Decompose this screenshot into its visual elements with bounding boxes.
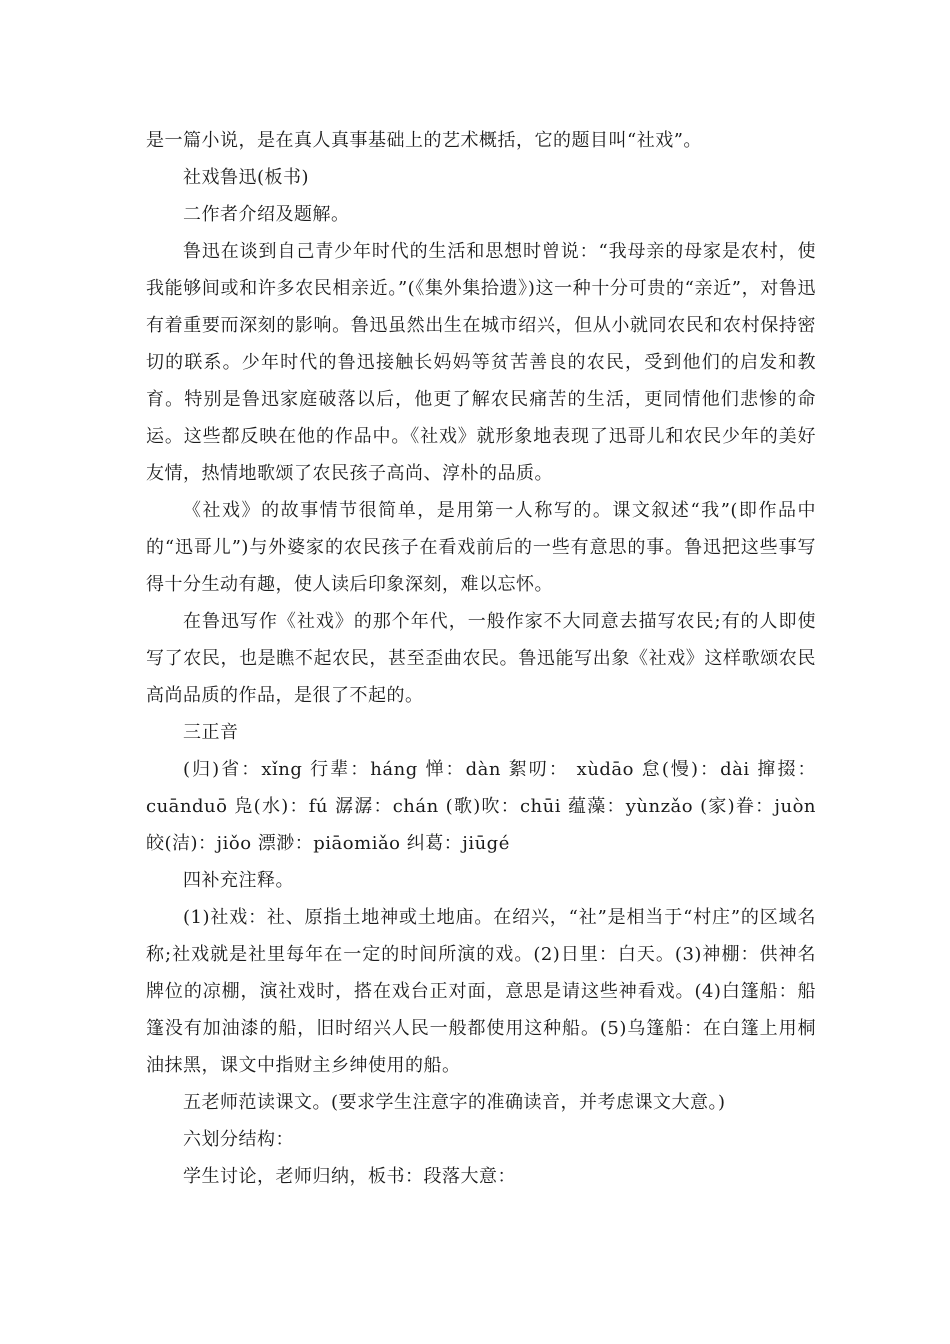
pronunciation-paragraph: (归)省：xǐng 行辈：háng 惮：dàn 絮叨： xùdāo 怠(慢)：dài 撺掇：cuānduō 凫(水)：fú 潺潺：chán (歌)吹：chūi 蕴藻：yùnzǎo (家)眷：juòn 皎(洁)：jiǒo 漂渺：piāomiǎo 纠葛：jiūgé <box>146 759 816 854</box>
annotation-paragraph: (1)社戏：社、原指土地神或土地庙。在绍兴，“社”是相当于“村庄”的区域名称;社戏就是社里每年在一定的时间所演的戏。(2)日里：白天。(3)神棚：供神名牌位的凉棚，演社戏时，搭在戏台正对面，意思是请这些神看戏。(4)白篷船：船篷没有加油漆的船，旧时绍兴人民一般都使用这种船。(5)乌篷船：在白篷上用桐油抹黑，课文中指财主乡绅使用的船。 <box>146 907 816 1076</box>
paragraph: 在鲁迅写作《社戏》的那个年代，一般作家不大同意去描写农民;有的人即使写了农民，也是瞧不起农民，甚至歪曲农民。鲁迅能写出象《社戏》这样歌颂农民高尚品质的作品，是很了不起的。 <box>146 611 816 706</box>
section-heading: 四补充注释。 <box>183 870 294 891</box>
section-heading: 二作者介绍及题解。 <box>183 204 350 225</box>
document-body <box>146 122 816 1195</box>
board-title-paragraph: 社戏鲁迅(板书) <box>183 167 310 188</box>
section-heading: 三正音 <box>183 722 239 743</box>
section-heading: 五老师范读课文。(要求学生注意字的准确读音，并考虑课文大意。) <box>183 1092 726 1113</box>
paragraph: 鲁迅在谈到自己青少年时代的生活和思想时曾说：“我母亲的母家是农村，使我能够间或和许多农民相亲近。”(《集外集拾遗》)这一种十分可贵的“亲近”，对鲁迅有着重要而深刻的影响。鲁迅虽然出生在城市绍兴，但从小就同农民和农村保持密切的联系。少年时代的鲁迅接触长妈妈等贫苦善良的农民，受到他们的启发和教育。特别是鲁迅家庭破落以后，他更了解农民痛苦的生活，更同情他们悲惨的命运。这些都反映在他的作品中。《社戏》就形象地表现了迅哥儿和农民少年的美好友情，热情地歌颂了农民孩子高尚、淳朴的品质。 <box>146 241 816 484</box>
paragraph: 学生讨论，老师归纳，板书：段落大意： <box>183 1166 516 1187</box>
paragraph: 《社戏》的故事情节很简单，是用第一人称写的。课文叙述“我”(即作品中的“迅哥儿”)与外婆家的农民孩子在看戏前后的一些有意思的事。鲁迅把这些事写得十分生动有趣，使人读后印象深刻，难以忘怀。 <box>146 500 816 595</box>
paragraph: 是一篇小说，是在真人真事基础上的艺术概括，它的题目叫“社戏”。 <box>146 130 702 151</box>
section-heading: 六划分结构： <box>183 1129 294 1150</box>
